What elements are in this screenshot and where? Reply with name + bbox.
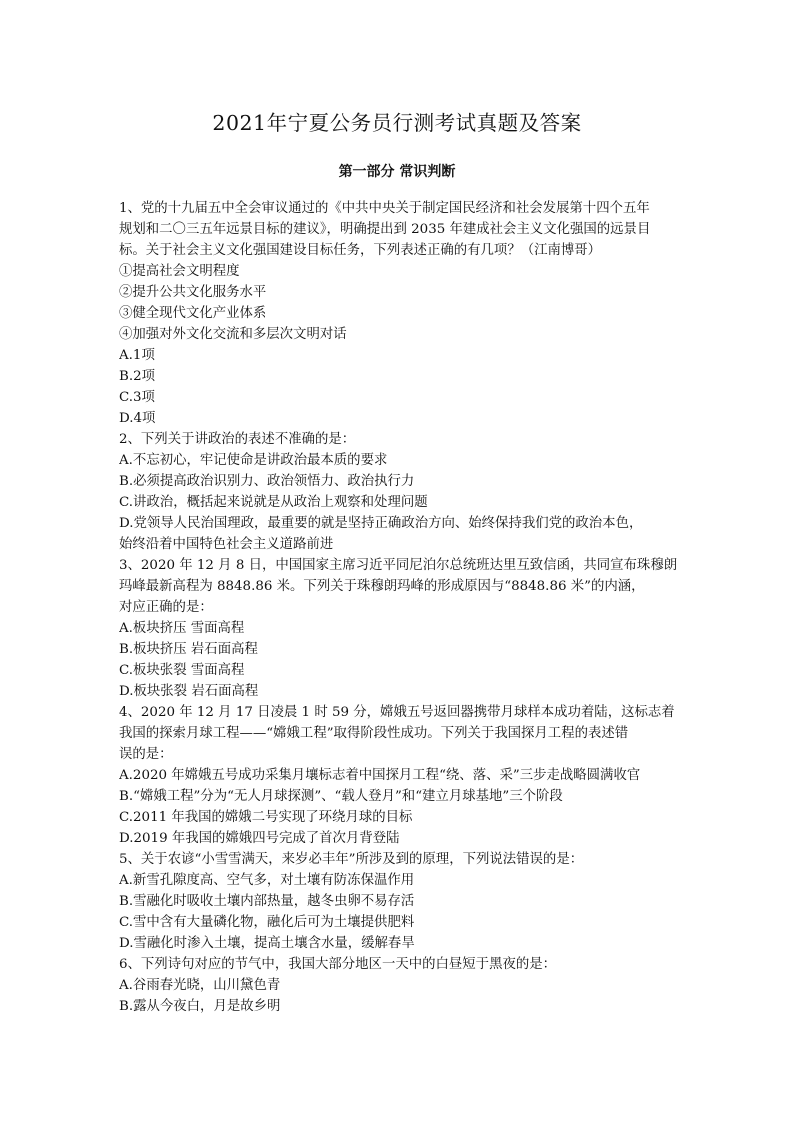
text-line: 玛峰最新高程为 8848.86 米。下列关于珠穆朗玛峰的形成原因与“8848.86 米”的内涵， bbox=[119, 579, 645, 594]
text-line: A.新雪孔隙度高、空气多，对土壤有防冻保温作用 bbox=[119, 873, 415, 888]
text-line: B.板块挤压 岩石面高程 bbox=[119, 642, 258, 657]
text-line: A.板块挤压 雪面高程 bbox=[119, 621, 245, 636]
text-line: C.3项 bbox=[119, 390, 155, 405]
text-line: 标。关于社会主义文化强国建设目标任务，下列表述正确的有几项？（江南博哥） bbox=[119, 243, 602, 258]
document-body bbox=[119, 198, 677, 1017]
text-line: D.2019 年我国的嫦娥四号完成了首次月背登陆 bbox=[119, 831, 400, 846]
text-line: ④加强对外文化交流和多层次文明对话 bbox=[119, 327, 347, 342]
text-line: C.2011 年我国的嫦娥二号实现了环绕月球的目标 bbox=[119, 810, 413, 825]
text-line: C.板块张裂 雪面高程 bbox=[119, 663, 245, 678]
document-title: 2021年宁夏公务员行测考试真题及答案 bbox=[212, 111, 582, 135]
text-line: B.“嫦娥工程”分为“无人月球探测”、“载人登月”和“建立月球基地”三个阶段 bbox=[119, 789, 563, 804]
text-line: D.板块张裂 岩石面高程 bbox=[119, 684, 259, 699]
text-line: A.谷雨春光晓，山川黛色青 bbox=[119, 978, 281, 993]
text-line: D.党领导人民治国理政，最重要的就是坚持正确政治方向、始终保持我们党的政治本色， bbox=[119, 516, 643, 531]
text-line: 1、党的十九届五中全会审议通过的《中共中央关于制定国民经济和社会发展第十四个五年 bbox=[119, 201, 650, 216]
text-line: B.雪融化时吸收土壤内部热量，越冬虫卵不易存活 bbox=[119, 894, 415, 909]
text-line: 我国的探索月球工程——“嫦娥工程”取得阶段性成功。下列关于我国探月工程的表述错 bbox=[119, 726, 629, 741]
text-line: 误的是： bbox=[119, 747, 173, 762]
text-line: 4、2020 年 12 月 17 日凌晨 1 时 59 分，嫦娥五号返回器携带月球样本成功着陆，这标志着 bbox=[119, 705, 675, 720]
text-line: A.1项 bbox=[119, 348, 155, 363]
text-line: 始终沿着中国特色社会主义道路前进 bbox=[119, 537, 334, 552]
text-line: 规划和二〇三五年远景目标的建议》，明确提出到 2035 年建成社会主义文化强国的远景目 bbox=[119, 222, 651, 237]
text-line: A.2020 年嫦娥五号成功采集月壤标志着中国探月工程“绕、落、采”三步走战略圆满收官 bbox=[119, 768, 641, 783]
text-line: B.露从今夜白，月是故乡明 bbox=[119, 999, 281, 1014]
text-line: C.讲政治，概括起来说就是从政治上观察和处理问题 bbox=[119, 495, 428, 510]
text-line: B.2项 bbox=[119, 369, 156, 384]
text-line: 对应正确的是： bbox=[119, 600, 213, 615]
text-line: D.4项 bbox=[119, 411, 156, 426]
text-line: ③健全现代文化产业体系 bbox=[119, 306, 267, 321]
text-line: C.雪中含有大量磷化物，融化后可为土壤提供肥料 bbox=[119, 915, 415, 930]
section-heading: 第一部分 常识判断 bbox=[338, 164, 456, 180]
text-line: A.不忘初心，牢记使命是讲政治最本质的要求 bbox=[119, 453, 388, 468]
text-line: D.雪融化时渗入土壤，提高土壤含水量，缓解春旱 bbox=[119, 936, 415, 951]
text-line: ①提高社会文明程度 bbox=[119, 264, 240, 279]
text-line: 2、下列关于讲政治的表述不准确的是： bbox=[119, 432, 356, 447]
text-line: 3、2020 年 12 月 8 日，中国国家主席习近平同尼泊尔总统班达里互致信函，共同宣布珠穆朗 bbox=[119, 558, 677, 573]
text-line: 5、关于农谚“小雪雪满天，来岁必丰年”所涉及到的原理，下列说法错误的是： bbox=[119, 852, 584, 867]
text-line: 6、下列诗句对应的节气中，我国大部分地区一天中的白昼短于黑夜的是： bbox=[119, 957, 557, 972]
text-line: ②提升公共文化服务水平 bbox=[119, 285, 267, 300]
text-line: B.必须提高政治识别力、政治领悟力、政治执行力 bbox=[119, 474, 415, 489]
